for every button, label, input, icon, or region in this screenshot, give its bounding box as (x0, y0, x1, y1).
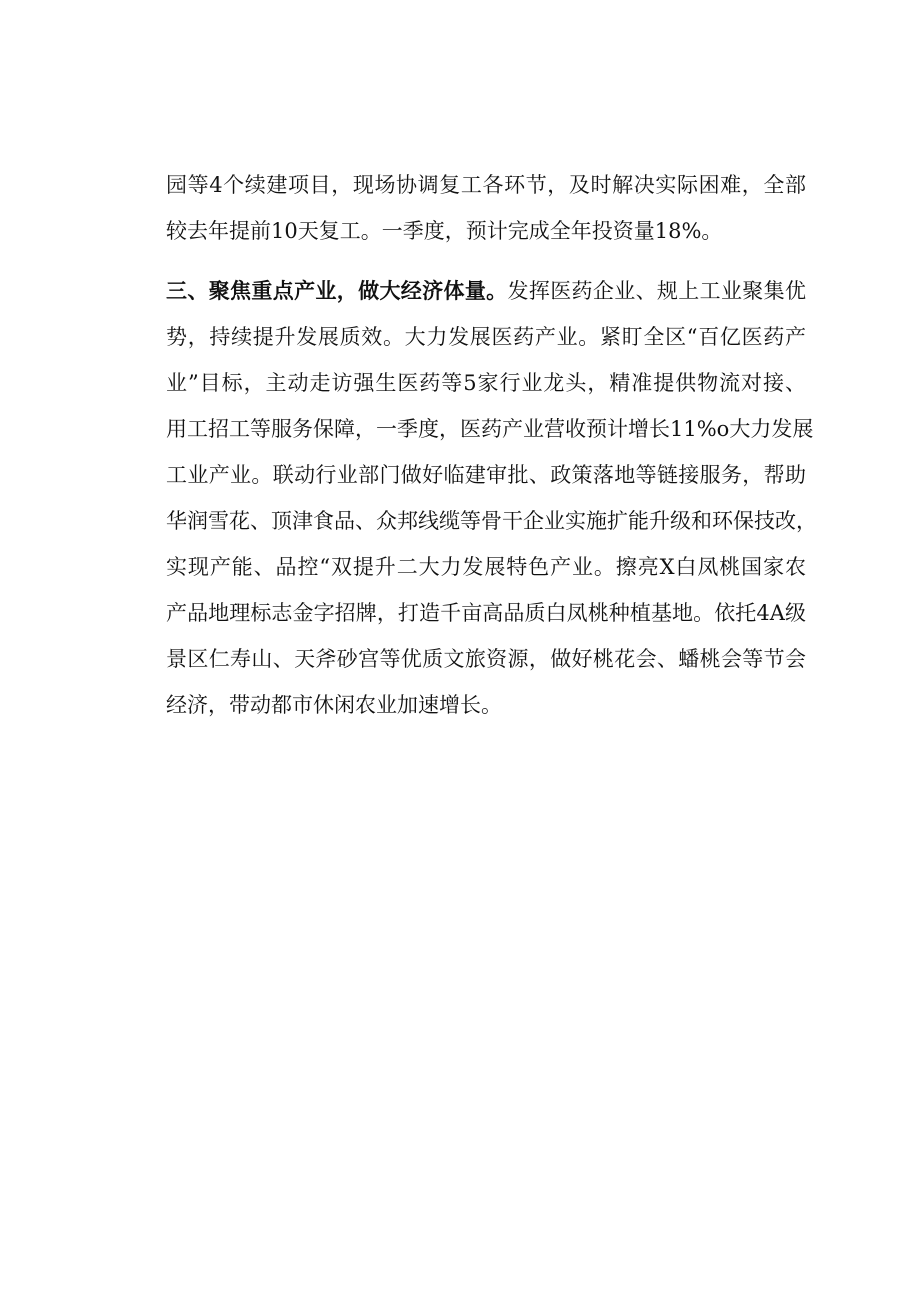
paragraph-line-rest: 发挥医药企业、规上工业聚集优 (507, 279, 806, 303)
paragraph-line: 业”目标，主动走访强生医药等5家行业龙头，精准提供物流对接、 (166, 371, 806, 395)
paragraph-line: 用工招工等服务保障，一季度，医药产业营收预计增长11%o大力发展 (166, 417, 814, 441)
paragraph-line: 势，持续提升发展质效。大力发展医药产业。紧盯全区“百亿医药产 (166, 325, 806, 349)
paragraph-industry (166, 268, 817, 728)
paragraph-line: 工业产业。联动行业部门做好临建审批、政策落地等链接服务，帮助 (166, 463, 806, 487)
paragraph-line: 产品地理标志金字招牌，打造千亩高品质白凤桃种植基地。依托4A级 (166, 601, 806, 625)
paragraph-line: 景区仁寿山、天斧砂宫等优质文旅资源，做好桃花会、蟠桃会等节会 (166, 647, 806, 671)
paragraph-line: 华润雪花、顶津食品、众邦线缆等骨干企业实施扩能升级和环保技改， (166, 509, 817, 533)
paragraph-investment (166, 162, 806, 254)
paragraph-line: 园等4个续建项目，现场协调复工各环节，及时解决实际困难，全部 (166, 173, 806, 197)
paragraph-gap (166, 254, 806, 268)
paragraph-first-line (166, 268, 806, 314)
paragraph-line: 经济，带动都市休闲农业加速增长。 (166, 693, 502, 717)
document-body (166, 162, 817, 728)
paragraph-line: 较去年提前10天复工。一季度，预计完成全年投资量18%。 (166, 219, 723, 243)
section-heading: 三、聚焦重点产业，做大经济体量。 (166, 279, 508, 303)
paragraph-line: 实现产能、品控“双提升二大力发展特色产业。擦亮X白凤桃国家农 (166, 555, 806, 579)
